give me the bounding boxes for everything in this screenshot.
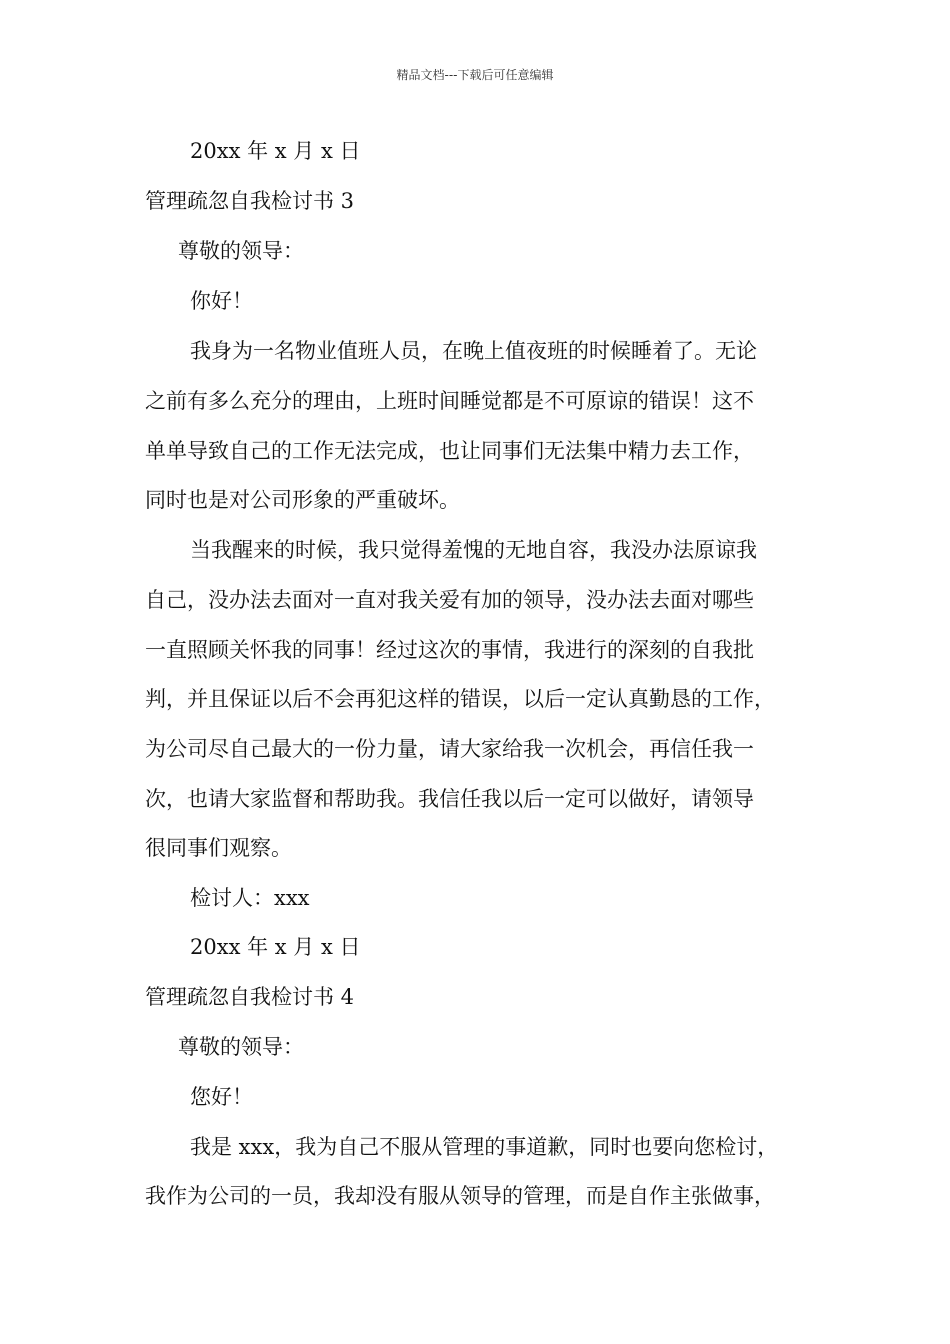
paragraph-line: 我是 xxx，我为自己不服从管理的事道歉，同时也要向您检讨， bbox=[190, 1135, 779, 1159]
paragraph-line: 判，并且保证以后不会再犯这样的错误，以后一定认真勤恳的工作， bbox=[145, 687, 775, 711]
section-4-title: 管理疏忽自我检讨书 4 bbox=[145, 985, 355, 1009]
section-3-title: 管理疏忽自我检讨书 3 bbox=[145, 189, 355, 213]
paragraph-line: 自己，没办法去面对一直对我关爱有加的领导，没办法去面对哪些 bbox=[145, 588, 754, 612]
greeting: 您好！ bbox=[190, 1085, 253, 1109]
date-line: 20xx 年 x 月 x 日 bbox=[190, 139, 361, 163]
paragraph-line: 之前有多么充分的理由，上班时间睡觉都是不可原谅的错误！这不 bbox=[145, 389, 754, 413]
paragraph-line: 我作为公司的一员，我却没有服从领导的管理，而是自作主张做事， bbox=[145, 1184, 775, 1208]
salutation: 尊敬的领导： bbox=[178, 1035, 304, 1059]
paragraph-line: 次，也请大家监督和帮助我。我信任我以后一定可以做好，请领导 bbox=[145, 787, 754, 811]
sign-date-line: 20xx 年 x 月 x 日 bbox=[190, 935, 361, 959]
signer-line: 检讨人：xxx bbox=[190, 886, 310, 910]
paragraph-line: 一直照顾关怀我的同事！经过这次的事情，我进行的深刻的自我批 bbox=[145, 638, 754, 662]
page-header: 精品文档---下载后可任意编辑 bbox=[396, 68, 554, 82]
paragraph-line: 当我醒来的时候，我只觉得羞愧的无地自容，我没办法原谅我 bbox=[190, 538, 757, 562]
paragraph-line: 很同事们观察。 bbox=[145, 836, 292, 860]
paragraph-line: 单单导致自己的工作无法完成，也让同事们无法集中精力去工作， bbox=[145, 439, 754, 463]
paragraph-line: 同时也是对公司形象的严重破坏。 bbox=[145, 488, 460, 512]
paragraph-line: 为公司尽自己最大的一份力量，请大家给我一次机会，再信任我一 bbox=[145, 737, 754, 761]
greeting: 你好！ bbox=[190, 289, 253, 313]
salutation: 尊敬的领导： bbox=[178, 239, 304, 263]
paragraph-line: 我身为一名物业值班人员，在晚上值夜班的时候睡着了。无论 bbox=[190, 339, 757, 363]
